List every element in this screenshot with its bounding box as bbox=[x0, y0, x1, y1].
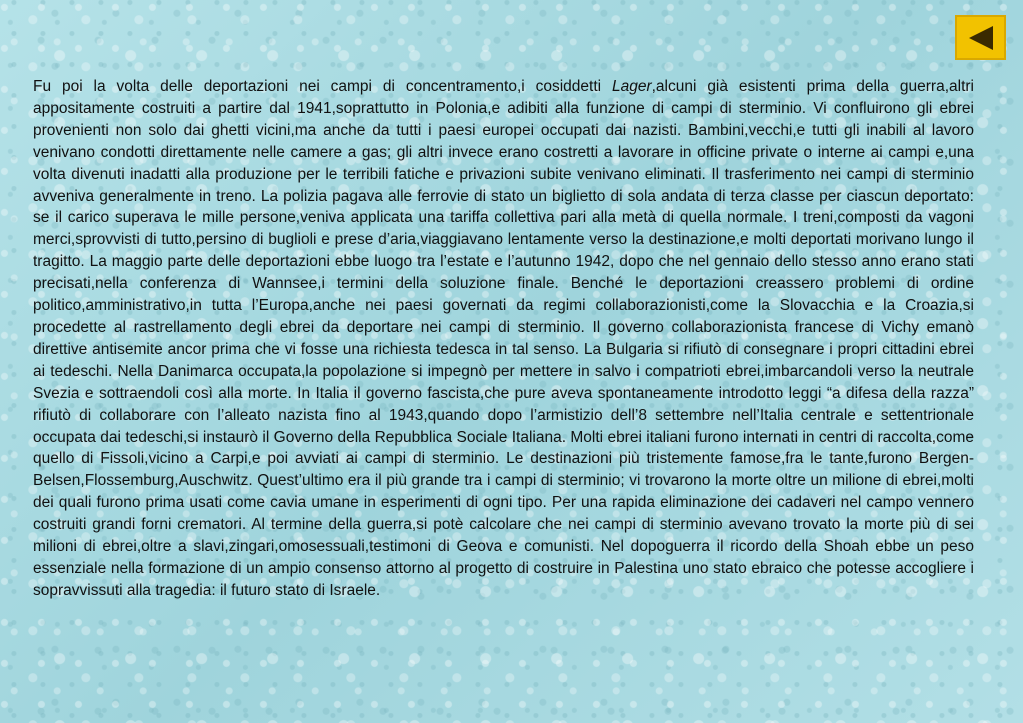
text-intro: Fu poi la volta delle deportazioni nei campi di concentramento,i cosiddetti bbox=[33, 78, 612, 95]
text-body: ,alcuni già esistenti prima della guerra,altri appositamente costruiti a partire dal 1941,soprattutto in Polonia,e adibiti alla funzione di campi di sterminio. Vi confluirono gli ebrei provenienti non solo dai ghetti vicini,ma anche da tutti i paesi europei occupati dai nazisti. Bambini,vecchi,e tutti gli inabili al lavoro venivano condotti direttamente nelle camere a gas; gli altri invece erano costretti a lavorare in officine private o interne ai campi e,una volta divenuti inadatti alla produzione per le terribili fatiche e privazioni subite venivano eliminati. Il trasferimento nei campi di sterminio avveniva generalmente in treno. La polizia pagava alle ferrovie di stato un biglietto di sola andata di terza classe per ciascun deportato: se il carico superava le mille persone,veniva applicata una tariffa collettiva pari alla metà di quella normale. I treni,composti da vagoni merci,sprovvisti di tutto,persino di buglioli e prese d’aria,viaggiavano lentamente verso la destinazione,e molti deportati morivano lungo il tragitto. La maggio parte delle deportazioni ebbe luogo tra l’estate e l’autunno 1942, dopo che nel gennaio dello stesso anno erano stati precisati,nella conferenza di Wannsee,i termini della soluzione finale. Benché le deportazioni creassero problemi di ordine politico,amministrativo,in tutta l’Europa,anche nei paesi governati da regimi collaborazionisti,come la Slovacchia e la Croazia,si procedette al rastrellamento degli ebrei da deportare nei campi di sterminio. Il governo collaborazionista francese di Vichy emanò direttive antisemite ancor prima che vi fosse una richiesta tedesca in tal senso. La Bulgaria si rifiutò di consegnare i propri cittadini ebrei ai tedeschi. Nella Danimarca occupata,la popolazione si impegnò per mettere in salvo i compatrioti ebrei,imbarcandoli verso la neutrale Svezia e sottraendoli così alla morte. In Italia il governo fascista,che pure aveva spontaneamente introdotto leggi “a difesa della razza” rifiutò di collaborare con l’alleato nazista fino al 1943,quando dopo l’armistizio dell’8 settembre nell’Italia centrale e settentrionale occupata dai tedeschi,si instaurò il Governo della Repubblica Sociale Italiana. Molti ebrei italiani furono internati in centri di raccolta,come quello di Fissoli,vicino a Carpi,e poi avviati ai campi di sterminio. Le destinazioni più tristemente famose,fra le tante,furono Bergen-Belsen,Flossemburg,Auschwitz. Quest’ultimo era il più grande tra i campi di sterminio; vi trovarono la morte oltre un milione di ebrei,molti dei quali furono prima usati come cavia umane in esperimenti di ogni tipo. Per una rapida eliminazione dei cadaveri nel campo vennero costruiti grandi forni crematori. Al termine della guerra,si potè calcolare che nei campi di sterminio avevano trovato la morte più di sei milioni di ebrei,oltre a slavi,zingari,omosessuali,testimoni di Geova e comunisti. Nel dopoguerra il ricordo della Shoah ebbe un peso essenziale nella formazione di un ampio consenso attorno al progetto di costruire in Palestina uno stato ebraico che potesse accogliere i sopravvissuti alla tragedia: il futuro stato di Israele. bbox=[33, 78, 974, 599]
back-button[interactable] bbox=[955, 15, 1006, 60]
back-arrow-icon bbox=[966, 24, 996, 52]
lager-term: Lager bbox=[611, 78, 652, 95]
deportation-text bbox=[33, 76, 974, 602]
